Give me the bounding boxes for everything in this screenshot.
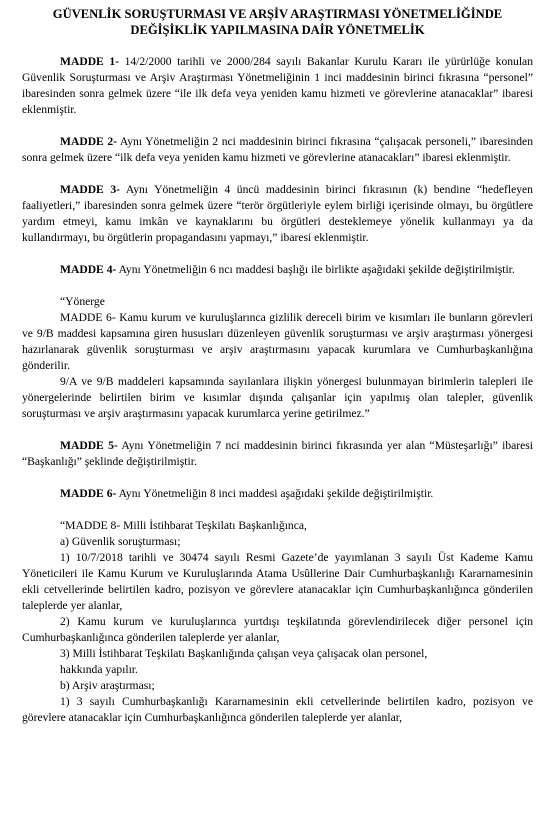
article-6-text: Aynı Yönetmeliğin 8 inci maddesi aşağıdaki şekilde değiştirilmiştir. xyxy=(116,487,434,500)
article-1 xyxy=(22,54,533,118)
document-title xyxy=(22,6,533,38)
article-6 xyxy=(22,486,533,502)
madde-8-item-a1: 1) 10/7/2018 tarihli ve 30474 sayılı Resmi Gazete’de yayımlanan 3 sayılı Üst Kademe Kamu Yöneticileri ile Kamu Kurum ve Kuruluşlarında Atama Usûllerine Dair Cumhurbaşkanlığı Kararnamesinin ekli cetvellerinde belirtilen kadro, pozisyon ve görevlere atanacaklar için Cumhurbaşkanlığınca gönderilen taleplerde yer alanlar, xyxy=(22,551,533,612)
article-4-text: Aynı Yönetmeliğin 6 ncı maddesi başlığı ile birlikte aşağıdaki şekilde değiştirilmiştir. xyxy=(116,263,515,276)
article-3-text: Aynı Yönetmeliğin 4 üncü maddesinin birinci fıkrasının (k) bendine “hedefleyen faaliyetleri,” ibaresinden sonra gelmek üzere “terör örgütleriyle eylem birliği içerisinde olmayı, bu örgütlere yardım etmeyi, kamu imkân ve kaynaklarını bu örgütleri desteklemeye yönelik kullanmayı ya da kullandırmayı, bu örgütlerin propagandasını yapmayı,” ibaresi eklenmiştir. xyxy=(22,183,533,244)
madde-8-item-a3-continuation: hakkında yapılır. xyxy=(60,663,138,676)
madde-8-item-a2: 2) Kamu kurum ve kuruluşlarınca yurtdışı teşkilatında görevlendirilecek diğer personel için Cumhurbaşkanlığınca gönderilen taleplerde yer alanlar, xyxy=(22,615,533,644)
article-5 xyxy=(22,438,533,470)
article-5-label: MADDE 5- xyxy=(60,439,118,452)
article-3-label: MADDE 3- xyxy=(60,183,120,196)
article-3 xyxy=(22,182,533,246)
quote-madde-6-paragraph-2: 9/A ve 9/B maddeleri kapsamında sayılanlara ilişkin yönergesi bulunmayan birimlerin talepleri ile yönergelerinde belirtilen birim ve kısımlar dışında çalışanlar için yapılmış olan talepler, güvenlik soruşturması ve arşiv araştırmasını yapacak kurumlarca yerine getirilmez.” xyxy=(22,375,533,420)
article-5-text: Aynı Yönetmeliğin 7 nci maddesinin birinci fıkrasında yer alan “Müsteşarlığı” ibaresi “Başkanlığı” şeklinde değiştirilmiştir. xyxy=(22,439,533,468)
article-2-text: Aynı Yönetmeliğin 2 nci maddesinin birinci fıkrasına “çalışacak personeli,” ibaresinden sonra gelmek üzere “ilk defa veya yeniden kamu hizmeti ve görevlerine atanacakları” ibaresi eklenmiştir. xyxy=(22,135,533,164)
article-2 xyxy=(22,134,533,166)
quote-heading: “Yönerge xyxy=(60,295,105,308)
madde-8-item-a3: 3) Milli İstihbarat Teşkilatı Başkanlığında çalışan veya çalışacak olan personel, xyxy=(60,647,428,660)
article-1-label: MADDE 1- xyxy=(60,55,120,68)
article-1-text: 14/2/2000 tarihli ve 2000/284 sayılı Bakanlar Kurulu Kararı ile yürürlüğe konulan Güvenlik Soruşturması ve Arşiv Araştırması Yönetmeliğinin 1 inci maddesinin birinci fıkrasına “personel” ibaresinden sonra gelmek üzere “ile ilk defa veya yeniden kamu hizmeti ve görevlerine atanacaklar” ibaresi eklenmiştir. xyxy=(22,55,533,116)
article-4-label: MADDE 4- xyxy=(60,263,117,276)
madde-8-item-a: a) Güvenlik soruşturması; xyxy=(60,535,181,548)
title-line-2: DEĞİŞİKLİK YAPILMASINA DAİR YÖNETMELİK xyxy=(130,23,425,37)
madde-8-item-b1: 1) 3 sayılı Cumhurbaşkanlığı Kararnamesinin ekli cetvellerinde belirtilen kadro, pozisyon ve görevlere atanacaklar için Cumhurbaşkanlığınca gönderilen taleplerde yer alanlar, xyxy=(22,695,533,724)
article-4 xyxy=(22,262,533,278)
madde-8-heading: “MADDE 8- Milli İstihbarat Teşkilatı Başkanlığınca, xyxy=(60,519,307,532)
madde-8-item-b: b) Arşiv araştırması; xyxy=(60,679,155,692)
article-6-label: MADDE 6- xyxy=(60,487,117,500)
article-2-label: MADDE 2- xyxy=(60,135,117,148)
quote-madde-6: MADDE 6- Kamu kurum ve kuruluşlarınca gizlilik dereceli birim ve kısımları ile bunların görevleri ve 9/B maddesi kapsamına giren hususları düzenleyen güvenlik soruşturması ve arşiv araştırması yönergesi hazırlanarak güvenlik soruşturması ve arşiv araştırmasını yapacak kurumlara ve Cumhurbaşkanlığına gönderilir. xyxy=(22,311,533,372)
title-line-1: GÜVENLİK SORUŞTURMASI VE ARŞİV ARAŞTIRMASI YÖNETMELİĞİNDE xyxy=(52,7,503,21)
